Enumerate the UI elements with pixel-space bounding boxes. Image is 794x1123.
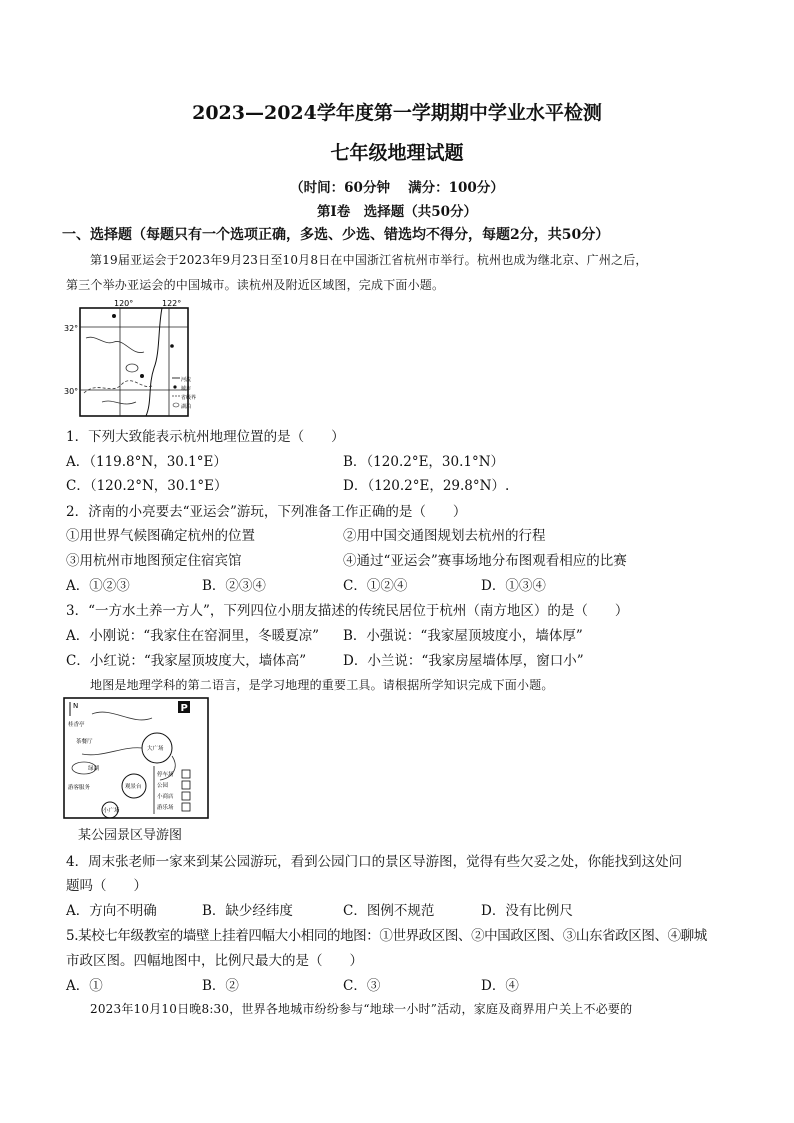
lat-label-30: 30° [64,387,79,396]
q5-stem-line1: 5.某校七年级教室的墙壁上挂着四幅大小相同的地图：①世界政区图、②中国政区图、③山东省政区图、④聊城 [66,928,707,944]
closing-paragraph: 2023年10月10日晚8:30，世界各地城市纷纷参与“地球一小时”活动，家庭及商界用户关上不必要的 [90,1002,633,1016]
place-visitor-service: 游客服务 [68,785,91,791]
city-shanghai [170,344,174,348]
q2-statement-4: ④通过“亚运会”赛事场地分布图观看相应的比赛 [343,553,627,569]
lon-label-120: 120° [114,299,134,308]
q3-option-c: C．小红说：“我家屋顶坡度大，墙体高” [66,653,307,669]
legend-lake-symbol [173,403,179,407]
q4-stem-line2: 题吗（ ） [66,878,147,894]
time-info: （时间：60分钟 满分：100分） [290,180,504,196]
q2-stem: 2．济南的小亮要去“亚运会”游玩，下列准备工作正确的是（ ） [66,504,467,520]
q1-option-d: D．（120.2°E，29.8°N）. [343,478,510,494]
q4-option-d: D．没有比例尺 [481,903,573,919]
legend-city: 城市 [181,386,192,392]
river [102,401,136,404]
place-big-square: 大广场 [147,746,164,752]
place-small-square: 小广场 [103,808,120,814]
q5-option-d: D．④ [481,978,519,994]
legend-playground: 游乐场 [157,805,174,811]
north-label: N [73,702,79,710]
q2-statement-2: ②用中国交通图规划去杭州的行程 [343,528,546,544]
legend-park: 公园 [157,783,169,789]
lon-label-122: 122° [162,299,182,308]
map-frame [80,308,188,416]
q5-option-a: A．① [66,978,103,994]
intro-paragraph-2: 地图是地理学科的第二语言，是学习地理的重要工具。请根据所学知识完成下面小题。 [90,678,554,692]
legend-boundary: 省级界 [181,395,196,401]
q2-option-c: C．①②④ [343,578,408,594]
legend-river: 河流 [181,377,192,383]
q4-stem-line1: 4．周末张老师一家来到某公园游玩，看到公园门口的景区导游图，觉得有些欠妥之处，你能找到这处问 [66,854,683,870]
lake [126,364,138,372]
q5-stem-line2: 市政区图。四幅地图中，比例尺最大的是（ ） [66,953,363,969]
place-viewing-platform: 观景台 [125,784,142,790]
q1-option-a: A．（119.8°N，30.1°E） [66,454,227,470]
q2-statement-3: ③用杭州市地图预定住宿宾馆 [66,553,242,569]
q2-option-a: A．①②③ [66,578,130,594]
place-guixiang-pavilion: 桂香亭 [68,722,85,728]
q1-option-c: C．（120.2°N，30.1°E） [66,478,228,494]
q2-option-d: D．①③④ [481,578,546,594]
legend-city-symbol [173,385,176,388]
place-tea-restaurant: 茶餐厅 [76,739,93,745]
volume-title: 第Ⅰ卷 选择题（共50分） [316,204,478,220]
q4-option-a: A．方向不明确 [66,903,157,919]
city-hangzhou [140,374,144,378]
intro-paragraph-line2: 第三个举办亚运会的中国城市。读杭州及附近区域图，完成下面小题。 [66,278,445,292]
exam-subtitle: 七年级地理试题 [330,142,464,164]
province-boundary [84,381,152,393]
intro-paragraph-line1: 第19届亚运会于2023年9月23日至10月8日在中国浙江省杭州市举行。杭州也成为继北京、广州之后， [90,253,648,267]
exam-title: 2023—2024学年度第一学期期中学业水平检测 [192,102,602,124]
q5-option-c: C．③ [343,978,381,994]
q3-option-b: B．小强说：“我家屋顶坡度小，墙体厚” [343,628,583,644]
park-map-caption: 某公园景区导游图 [78,828,183,843]
q2-statement-1: ①用世界气候图确定杭州的位置 [66,528,255,544]
q3-stem: 3．“一方水土养一方人”，下列四位小朋友描述的传统民居位于杭州（南方地区）的是（ ） [66,603,629,619]
lat-label-32: 32° [64,324,79,333]
legend-lake: 湖泊 [181,404,192,410]
q3-option-a: A．小刚说：“我家住在窑洞里，冬暖夏凉” [66,628,320,644]
park-guide-map [62,696,210,820]
river [86,337,144,352]
q4-option-b: B．缺少经纬度 [202,903,293,919]
q4-option-c: C．图例不规范 [343,903,435,919]
section-heading: 一、选择题（每题只有一个选项正确，多选、少选、错选均不得分，每题2分，共50分） [62,227,610,243]
q2-option-b: B．②③④ [202,578,266,594]
legend-parking: 停车场 [157,772,174,778]
place-green-lake: 绿湖 [88,766,100,772]
q3-option-d: D．小兰说：“我家房屋墙体厚，窗口小” [343,653,584,669]
q5-option-b: B．② [202,978,239,994]
q1-stem: 1．下列大致能表示杭州地理位置的是（ ） [66,429,345,445]
coastline [146,308,162,416]
parking-symbol: P [180,703,188,714]
q1-option-b: B．（120.2°E，30.1°N） [343,454,505,470]
legend-small-shop: 小商店 [157,794,174,800]
hangzhou-region-map [62,298,196,420]
city-nanjing [112,314,116,318]
